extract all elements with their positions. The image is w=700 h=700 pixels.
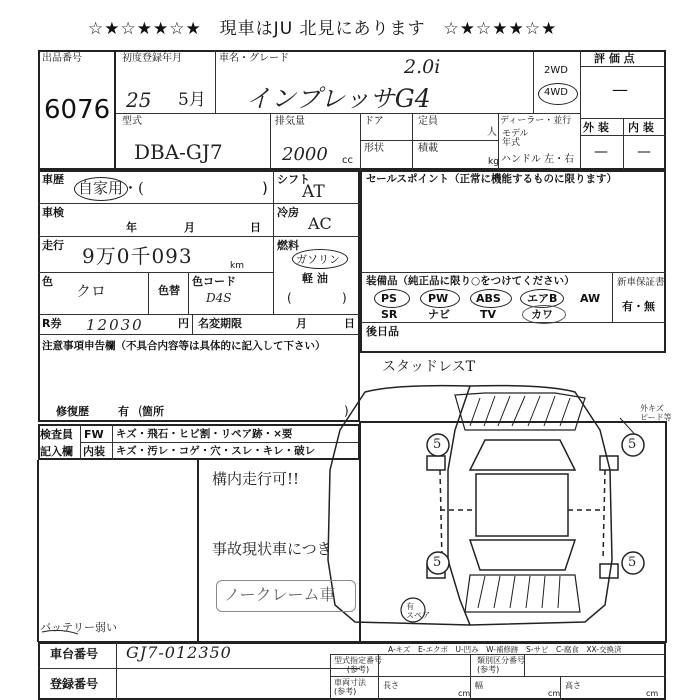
capacity-label: 定員 [418, 116, 438, 127]
displacement-value: 2000 [282, 144, 328, 165]
color-code-label: 色コード [192, 275, 236, 288]
equip-tv: TV [480, 308, 497, 321]
recycle-day: 日 [344, 317, 355, 330]
divider [524, 654, 525, 676]
drive-2wd: 2WD [544, 65, 568, 76]
rear-seat-label: 後日品 [366, 325, 399, 338]
length-label: 車両寸法 (参考) [334, 678, 366, 696]
tire-front-right: 5 [628, 437, 637, 452]
inspector-fw: FW [84, 428, 104, 441]
wid-label: 幅 [475, 681, 483, 690]
history-value: 自家用・( [78, 179, 144, 197]
car-name: インプレッサG4 [246, 84, 431, 113]
recycle-label: R券 [42, 317, 62, 330]
fuel-paren-open: ( [287, 291, 292, 305]
entry-int-items: キズ・汚レ・コゲ・穴・スレ・キレ・破レ [116, 445, 316, 457]
drive-4wd: 4WD [544, 87, 568, 98]
noclaim-note: ノークレーム車 [224, 585, 336, 604]
model-value: DBA-GJ7 [134, 140, 223, 164]
banner: ☆★☆★★☆★ 現車はJU 北見にあります ☆★☆★★☆★ [88, 19, 558, 39]
tire-rear-right: 5 [628, 555, 637, 570]
class-label: 類別区分番号 (参考) [477, 656, 525, 674]
recycle-value: 12030 [86, 316, 144, 334]
notes-label: 注意事項申告欄（不具合内容等は具体的に記入して下さい） [42, 340, 326, 352]
chassis-label: 車台番号 [50, 647, 99, 661]
fuel-label: 燃料 [277, 239, 299, 252]
displacement-unit: cc [342, 155, 353, 166]
recycle-due-label: 名変期限 [198, 317, 242, 330]
sales-point-label: セールスポイント（正常に機能するものに限ります） [366, 173, 618, 185]
lot-number: 6076 [44, 95, 111, 125]
exterior-value: — [594, 144, 608, 160]
mileage-value: 9万0千093 [82, 244, 193, 268]
recycle-month: 月 [296, 317, 307, 330]
repair-paren-open: ( [138, 404, 143, 418]
equip-leather: カワ [531, 308, 553, 321]
shift-value: AT [302, 182, 325, 202]
model-year-label: モデル 年式 [502, 129, 529, 148]
equipment-label: 装備品（純正品に限り○をつけてください） [366, 275, 575, 287]
first-reg-month: 5月 [178, 90, 206, 110]
divider [116, 642, 117, 700]
len-label: 長さ [383, 681, 399, 690]
color-change-label: 色替 [158, 284, 180, 297]
divider [330, 654, 331, 700]
fuel-diesel: 軽 油 [302, 272, 328, 285]
inspector-fw-items: キズ・飛石・ヒビ割・リペア跡・×要 [116, 428, 293, 440]
shift-label: シフト [277, 173, 310, 186]
dealer-label: ディーラー・並行 [500, 116, 572, 126]
hei-unit: cm [646, 689, 659, 698]
tire-rear-left: 5 [433, 555, 442, 570]
history-label: 車歴 [42, 173, 64, 186]
ac-value: AC [308, 214, 332, 233]
load-unit: kg [488, 157, 499, 167]
color-code: D4S [206, 291, 232, 305]
entry-interior: 内装 [83, 445, 105, 458]
inspection-year: 年 [126, 221, 137, 234]
rating-value: — [612, 80, 628, 99]
repair-paren-close: ) [344, 404, 349, 418]
interior-label: 内 装 [628, 121, 654, 134]
mileage-unit: km [230, 261, 244, 271]
fuel-gas: ガソリン [296, 253, 340, 266]
load-label: 積載 [418, 143, 438, 154]
model-label: 型式 [122, 116, 142, 127]
divider [38, 668, 360, 669]
fuel-paren-close: ) [342, 291, 347, 305]
repair-loc: 箇所 [142, 405, 164, 418]
divider [378, 654, 379, 676]
chassis-value: GJ7-012350 [126, 643, 232, 662]
entry-label: 記入欄 [40, 445, 73, 458]
equip-sr: SR [381, 308, 398, 321]
battery-note: バッテリー弱い [40, 621, 117, 634]
warranty-label: 新車保証書 [617, 277, 665, 288]
inspection-month: 月 [184, 221, 195, 234]
inspector-label: 検査員 [40, 428, 73, 441]
equip-ps: PS [381, 292, 397, 305]
studless-note: スタッドレスT [382, 359, 475, 375]
damage-legend: A-キズ E-エクボ U-凹み W-補修跡 S-サビ C-腐食 XX-交換済 [388, 645, 622, 654]
inspection-label: 車検 [42, 206, 64, 219]
interior-value: — [637, 144, 651, 160]
mileage-label: 走行 [42, 239, 64, 252]
spare-note: 有 スペア [406, 602, 430, 620]
first-reg-year: 25 [126, 88, 152, 112]
car-name-label: 車名・グレード [219, 53, 289, 64]
displacement-label: 排気量 [275, 116, 305, 127]
divider [330, 676, 666, 677]
recycle-unit: 円 [178, 317, 189, 330]
accident-note: 事故現状車につき [212, 540, 332, 558]
equip-abs: ABS [476, 292, 501, 305]
rating-label: 評 価 点 [594, 52, 635, 65]
divider [470, 654, 471, 676]
door-label: ドア [364, 116, 384, 127]
ac-label: 冷房 [277, 206, 299, 219]
hei-label: 高さ [565, 681, 581, 690]
exterior-label: 外 装 [583, 121, 609, 134]
registration-label: 登録番号 [50, 677, 99, 691]
equip-aw: AW [580, 292, 601, 305]
divider [330, 654, 666, 655]
shape-label: 形状 [364, 143, 384, 154]
repair-has: 有 [118, 405, 129, 418]
len-unit: cm [458, 689, 471, 698]
history-paren: ) [262, 179, 268, 197]
color-value: クロ [76, 282, 107, 300]
yard-note: 構内走行可!! [212, 470, 300, 488]
capacity-unit: 人 [487, 127, 497, 138]
warranty-value: 有・無 [622, 300, 655, 313]
tire-front-left: 5 [433, 437, 442, 452]
equip-pw: PW [428, 292, 449, 305]
first-reg-label: 初度登録年月 [122, 53, 182, 64]
divider [560, 676, 561, 700]
divider [378, 676, 379, 700]
car-grade: 2.0i [404, 56, 441, 78]
equip-airbag: エアB [527, 292, 558, 305]
equip-navi: ナビ [428, 308, 450, 321]
divider [470, 676, 471, 700]
repair-label: 修復歴 [56, 405, 89, 418]
inspection-day: 日 [250, 221, 261, 234]
handle-label: ハンドル 左・右 [501, 154, 575, 165]
type-designation-label: 型式指定番号 (参考) [334, 656, 382, 674]
mirror-note: 外キズ ピード等 [640, 404, 672, 422]
wid-unit: cm [548, 689, 561, 698]
lot-label: 出品番号 [42, 53, 82, 64]
color-label: 色 [42, 275, 53, 288]
